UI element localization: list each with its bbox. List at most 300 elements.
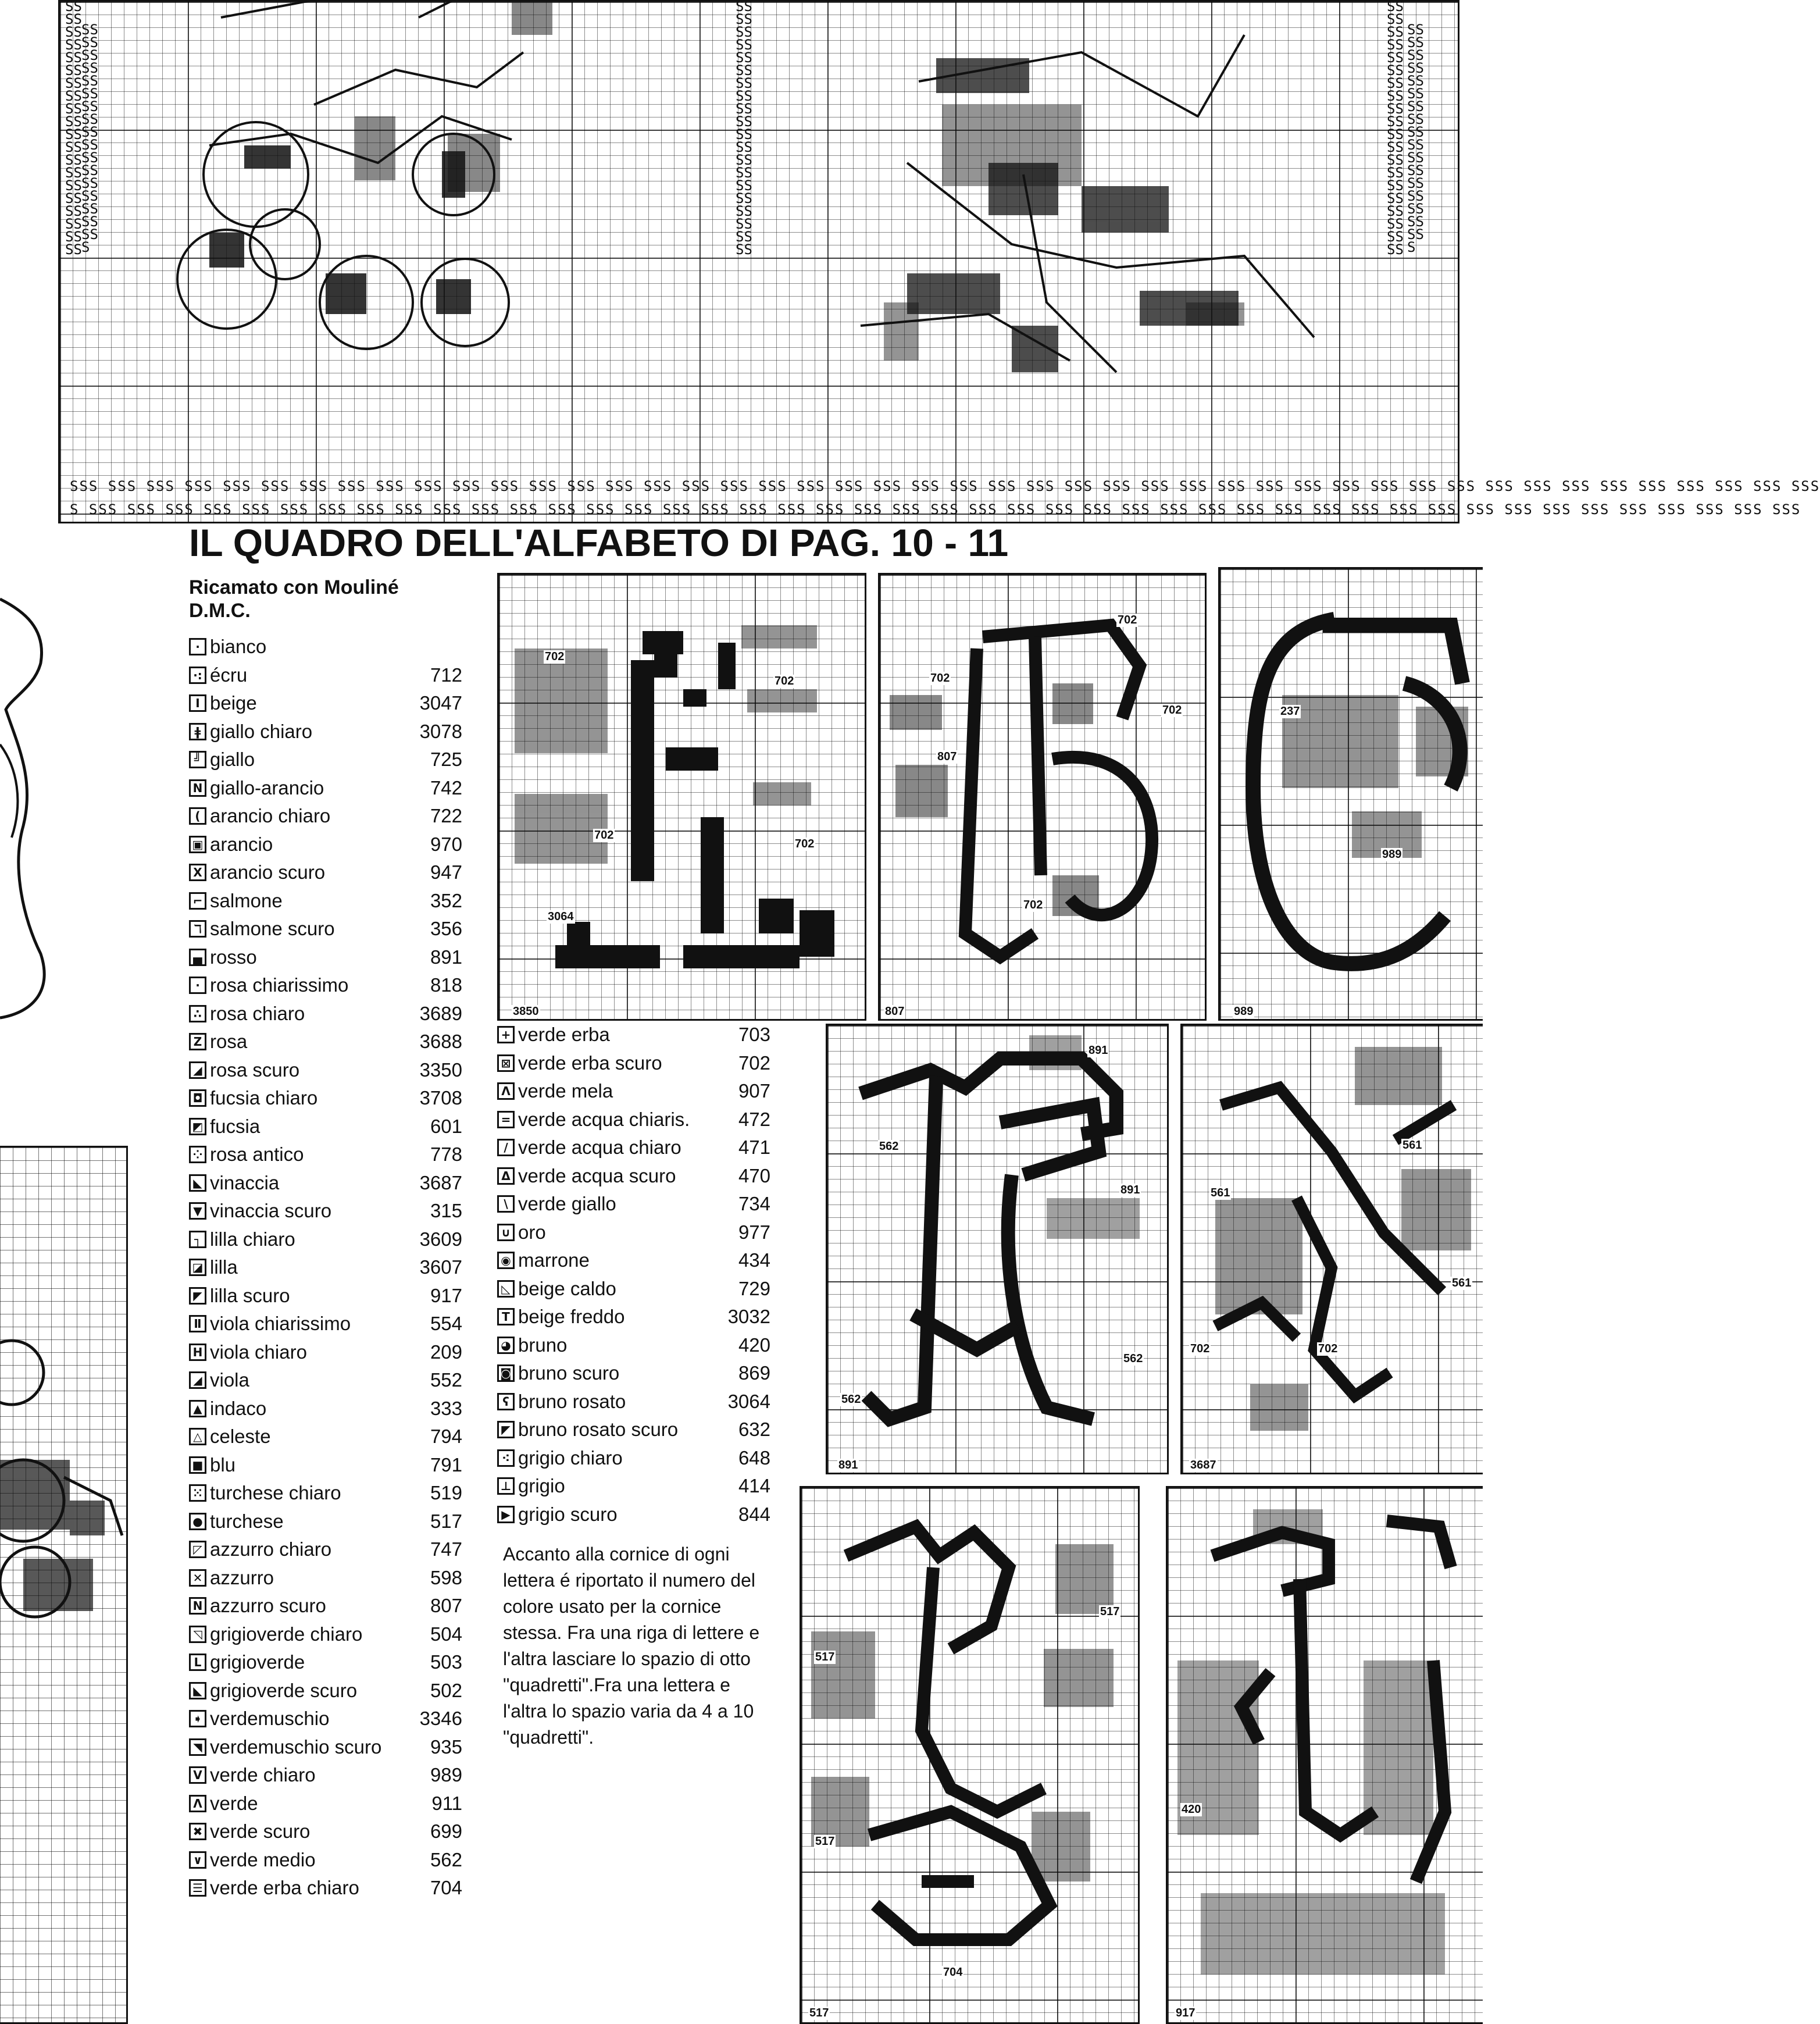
legend-color-code: 844 <box>738 1503 770 1525</box>
legend-color-name: verde medio <box>210 1848 316 1870</box>
legend-color-code: 519 <box>430 1482 462 1504</box>
chart-a-tag-2: 702 <box>775 675 794 687</box>
legend-symbol-icon: Δ <box>497 1167 515 1185</box>
legend-color-name: viola <box>210 1369 249 1391</box>
letter-chart-g-motif <box>1166 1486 1483 2024</box>
legend-color-name: grigio <box>518 1475 565 1497</box>
legend-color-code: 434 <box>738 1249 770 1271</box>
legend-symbol-icon: L <box>189 1654 206 1671</box>
legend-color-name: bianco <box>210 636 267 658</box>
legend-symbol-icon: I <box>189 694 206 712</box>
legend-color-name: azzurro <box>210 1566 274 1588</box>
legend-color-code: 869 <box>738 1362 770 1384</box>
legend-row <box>189 1084 462 1113</box>
legend-color-name: bruno rosato <box>518 1390 626 1412</box>
legend-symbol-icon: ▶ <box>497 1506 515 1523</box>
legend-color-code: 648 <box>738 1446 770 1469</box>
legend-color-name: grigio scuro <box>518 1503 618 1525</box>
legend-row <box>497 1190 770 1218</box>
legend-color-code: 552 <box>430 1369 462 1391</box>
legend-row <box>189 831 462 859</box>
legend-symbol-icon: ◉ <box>497 1252 515 1269</box>
legend-symbol-icon: ⊠ <box>497 1054 515 1072</box>
legend-symbol-icon: ℸ <box>189 920 206 938</box>
chart-c-tag-2: 989 <box>1382 848 1402 861</box>
instruction-note: Accanto alla cornice di ogni lettera é riportato il numero del colore usato per la cornice stessa. Fra una riga di lettere e l'altra lasciare lo spazio di otto "quadretti".Fra una lettera e l'altra lo spazio varia da 4 a 10 "quadretti". <box>503 1544 760 1748</box>
legend-row <box>189 1648 462 1677</box>
chart-d-tag-3: 562 <box>879 1140 899 1153</box>
legend-symbol-icon: Λ <box>189 1795 206 1812</box>
legend-color-code: 601 <box>430 1115 462 1137</box>
legend-color-code: 977 <box>738 1221 770 1243</box>
legend-color-name: verde chiaro <box>210 1764 316 1786</box>
letter-chart-f-motif <box>800 1486 1140 2024</box>
legend-symbol-icon: ☰ <box>189 1879 206 1897</box>
legend-color-name: giallo-arancio <box>210 776 324 799</box>
legend-color-name: rosso <box>210 946 257 968</box>
legend-symbol-icon: X <box>189 864 206 881</box>
chart-f-tag-5: 517 <box>809 2007 829 2019</box>
border-s-right-2: SSSSSSSSSSSSSSSSSSSSSSSSSSSSSSSSSSS <box>1407 22 1424 255</box>
legend-row <box>189 943 462 972</box>
legend-color-code: 699 <box>430 1820 462 1843</box>
legend-color-name: lilla chiaro <box>210 1228 295 1250</box>
legend-symbol-icon: ⊥ <box>497 1477 515 1495</box>
legend-color-code: 3350 <box>419 1059 462 1081</box>
legend-color-name: verde acqua chiaro <box>518 1136 681 1159</box>
legend-color-code: 712 <box>430 664 462 686</box>
legend-row <box>497 1246 770 1275</box>
legend-row <box>189 915 462 943</box>
legend-color-code: 818 <box>430 974 462 996</box>
legend-row <box>497 1359 770 1388</box>
legend-symbol-icon: ┐ <box>189 1231 206 1248</box>
legend-symbol-icon: V <box>189 1766 206 1784</box>
border-s-left-2: SSSSSSSSSSSSSSSSSSSSSSSSSSSSSSSSSSS <box>81 22 98 255</box>
legend-color-name: rosa scuro <box>210 1059 300 1081</box>
chart-f-tag-1: 517 <box>1100 1605 1120 1618</box>
legend-color-code: 502 <box>430 1679 462 1701</box>
legend-color-code: 562 <box>430 1848 462 1870</box>
legend-color-name: viola chiaro <box>210 1341 307 1363</box>
legend-color-name: verde acqua chiaris. <box>518 1108 690 1130</box>
legend-color-code: 794 <box>430 1426 462 1448</box>
legend-color-code: 3708 <box>419 1087 462 1109</box>
top-flower-motif-left <box>174 0 727 419</box>
legend-row <box>189 1056 462 1085</box>
legend-row <box>189 1395 462 1423</box>
legend-color-name: grigioverde scuro <box>210 1679 358 1701</box>
letter-chart-e-motif <box>1180 1024 1483 1474</box>
legend-color-code: 598 <box>430 1566 462 1588</box>
legend-symbol-icon: ◙ <box>497 1364 515 1382</box>
legend-symbol-icon: ◹ <box>189 1626 206 1643</box>
chart-f-tag-2: 517 <box>815 1651 835 1663</box>
top-flower-motif-right <box>837 0 1361 419</box>
chart-c-tag-3: 989 <box>1234 1005 1254 1018</box>
legend-symbol-icon: ʕ <box>497 1393 515 1410</box>
legend-symbol-icon: ◣ <box>189 1682 206 1699</box>
legend-color-name: beige caldo <box>518 1277 616 1299</box>
legend-row <box>497 1444 770 1473</box>
legend-row <box>189 1253 462 1282</box>
legend-color-name: grigio chiaro <box>518 1446 623 1469</box>
legend-symbol-icon: ⁖ <box>497 1449 515 1467</box>
legend-row <box>189 1338 462 1367</box>
legend-symbol-icon: = <box>497 1111 515 1128</box>
legend-symbol-icon: ⌐ <box>189 892 206 910</box>
legend-row <box>189 1846 462 1875</box>
page-title: IL QUADRO DELL'ALFABETO DI PAG. 10 - 11 <box>189 521 1009 564</box>
chart-a-tag-1: 702 <box>545 650 565 663</box>
legend-color-name: verde acqua scuro <box>518 1164 676 1186</box>
legend-color-code: 554 <box>430 1313 462 1335</box>
legend-color-name: bruno <box>518 1334 568 1356</box>
legend-row <box>189 1620 462 1649</box>
legend-color-name: fucsia chiaro <box>210 1087 318 1109</box>
legend-symbol-icon: / <box>497 1139 515 1156</box>
chart-b-tag-6: 807 <box>885 1005 905 1018</box>
chart-d-tag-2: 891 <box>1120 1184 1140 1196</box>
chart-b-tag-5: 702 <box>1023 899 1043 911</box>
legend-color-code: 917 <box>430 1284 462 1306</box>
legend-symbol-icon: ∨ <box>189 1851 206 1869</box>
legend-color-code: 807 <box>430 1595 462 1617</box>
legend-color-code: 3346 <box>419 1708 462 1730</box>
legend-row <box>189 1818 462 1846</box>
border-s-bottom-2: S SSS SSS SSS SSS SSS SSS SSS SSS SSS SSS SSS SSS SSS SSS SSS SSS SSS SSS SSS SSS SSS SSS SSS SSS SSS SSS SSS SSS SSS SSS SSS SSS SSS SSS SSS SSS SSS SSS SSS SSS SSS SSS SSS SSS SSS <box>70 501 1801 518</box>
legend-symbol-icon: ◤ <box>497 1421 515 1438</box>
legend-color-name: grigioverde <box>210 1651 305 1673</box>
legend-color-name: verde erba scuro <box>518 1052 662 1074</box>
legend-color-name: beige <box>210 692 257 714</box>
legend-row <box>497 1416 770 1444</box>
legend-color-code: 935 <box>430 1736 462 1758</box>
legend-symbol-icon: ⁙ <box>189 1484 206 1502</box>
legend-color-code: 891 <box>430 946 462 968</box>
legend-color-name: vinaccia scuro <box>210 1200 332 1222</box>
legend-color-code: 356 <box>430 918 462 940</box>
legend-symbol-icon: ▄ <box>189 949 206 966</box>
legend-row <box>189 887 462 915</box>
chart-e-tag-6: 3687 <box>1190 1459 1216 1471</box>
legend-symbol-icon: ■ <box>189 1456 206 1474</box>
legend-color-name: verde scuro <box>210 1820 311 1843</box>
chart-f-tag-4: 704 <box>943 1966 963 1979</box>
legend-color-name: lilla scuro <box>210 1284 290 1306</box>
legend-color-name: turchese chiaro <box>210 1482 341 1504</box>
chart-a-tag-5: 3064 <box>548 910 574 923</box>
legend-symbol-icon: ✕ <box>189 1569 206 1587</box>
legend-symbol-icon: ▼ <box>189 1202 206 1220</box>
legend-color-name: giallo <box>210 749 255 771</box>
legend-row <box>189 661 462 690</box>
legend-symbol-icon: ◢ <box>189 1371 206 1389</box>
legend-color-code: 704 <box>430 1877 462 1899</box>
legend-symbol-icon: ◣ <box>189 1174 206 1192</box>
border-s-left: SSSSSSSSSSSSSSSSSSSSSSSSSSSSSSSSSSSSSSSS <box>65 0 82 258</box>
legend-row <box>189 971 462 1000</box>
legend-row <box>189 858 462 887</box>
legend-symbol-icon: ( <box>189 807 206 825</box>
legend-symbol-icon: H <box>189 1344 206 1361</box>
legend-symbol-icon: ◤ <box>189 1287 206 1305</box>
left-motif-circles <box>0 1326 128 1687</box>
legend-symbol-icon: · <box>189 977 206 994</box>
legend-color-code: 747 <box>430 1538 462 1560</box>
legend-color-name: giallo chiaro <box>210 720 313 742</box>
legend-symbol-icon: ◺ <box>497 1280 515 1298</box>
legend-color-code: 209 <box>430 1341 462 1363</box>
legend-row <box>189 802 462 831</box>
legend-row <box>497 1077 770 1106</box>
legend-color-code: 702 <box>738 1052 770 1074</box>
legend-row <box>189 1225 462 1254</box>
legend-symbol-icon: · <box>189 638 206 655</box>
legend-row <box>189 1000 462 1028</box>
legend-color-name: verde erba <box>518 1024 610 1046</box>
legend-row <box>189 633 462 661</box>
legend-symbol-icon: ◕ <box>497 1337 515 1354</box>
legend-color-code: 791 <box>430 1453 462 1476</box>
legend-row <box>497 1388 770 1416</box>
legend-row <box>189 1169 462 1198</box>
chart-e-tag-5: 702 <box>1318 1342 1338 1355</box>
legend-color-name: vinaccia <box>210 1171 280 1193</box>
legend-row <box>189 1874 462 1902</box>
legend-row <box>189 1113 462 1141</box>
color-legend-left <box>189 633 462 1902</box>
letter-chart-a-motif <box>497 573 866 1021</box>
legend-row <box>189 1733 462 1762</box>
legend-color-name: verde giallo <box>518 1193 616 1215</box>
legend-symbol-icon: ➧ <box>189 1710 206 1727</box>
legend-color-name: rosa <box>210 1031 248 1053</box>
legend-symbol-icon: N <box>189 779 206 797</box>
chart-e-tag-1: 561 <box>1403 1139 1422 1152</box>
legend-color-name: marrone <box>518 1249 590 1271</box>
legend-color-name: arancio <box>210 833 273 855</box>
legend-symbol-icon: ∴ <box>189 1005 206 1022</box>
legend-color-name: rosa chiarissimo <box>210 974 349 996</box>
legend-color-name: verdemuschio <box>210 1708 330 1730</box>
border-s-mid: SSSSSSSSSSSSSSSSSSSSSSSSSSSSSSSSSSSSSSSS <box>736 0 752 258</box>
legend-color-code: 420 <box>738 1334 770 1356</box>
legend-row <box>189 1677 462 1705</box>
legend-color-code: 778 <box>430 1143 462 1166</box>
border-s-right: SSSSSSSSSSSSSSSSSSSSSSSSSSSSSSSSSSSSSSSS <box>1387 0 1404 258</box>
subtitle-line-1: Ricamato con Mouliné <box>189 576 399 598</box>
legend-row <box>497 1501 770 1529</box>
legend-symbol-icon: Ⅱ <box>189 1315 206 1332</box>
legend-symbol-icon: ǂ <box>189 723 206 740</box>
legend-row <box>189 1310 462 1338</box>
legend-color-code: 3688 <box>419 1031 462 1053</box>
legend-row <box>497 1472 770 1501</box>
legend-row <box>189 1705 462 1733</box>
legend-color-code: 3687 <box>419 1171 462 1193</box>
legend-row <box>189 1028 462 1056</box>
legend-row <box>189 774 462 803</box>
legend-color-code: 3607 <box>419 1256 462 1278</box>
legend-row <box>189 1479 462 1508</box>
chart-b-tag-2: 702 <box>930 672 950 685</box>
legend-color-code: 947 <box>430 861 462 883</box>
letter-chart-b-motif <box>878 573 1207 1021</box>
legend-row <box>189 1451 462 1480</box>
legend-color-code: 725 <box>430 749 462 771</box>
legend-symbol-icon: ⁘ <box>189 1146 206 1163</box>
legend-symbol-icon: ◩ <box>189 1118 206 1135</box>
legend-color-code: 517 <box>430 1510 462 1532</box>
legend-color-name: grigioverde chiaro <box>210 1623 363 1645</box>
legend-symbol-icon: ·: <box>189 667 206 684</box>
legend-symbol-icon: ╝ <box>189 751 206 768</box>
legend-symbol-icon: \ <box>497 1195 515 1213</box>
legend-symbol-icon: ▣ <box>189 836 206 853</box>
legend-row <box>497 1303 770 1331</box>
legend-row <box>189 689 462 718</box>
legend-color-name: beige freddo <box>518 1306 625 1328</box>
legend-row <box>189 1423 462 1451</box>
legend-color-name: azzurro scuro <box>210 1595 326 1617</box>
letter-chart-c-motif <box>1218 567 1483 1021</box>
legend-row <box>189 1790 462 1818</box>
legend-color-code: 989 <box>430 1764 462 1786</box>
legend-color-name: indaco <box>210 1397 267 1419</box>
chart-a-tag-3: 702 <box>594 829 614 842</box>
legend-row <box>497 1218 770 1247</box>
legend-symbol-icon: ◪ <box>189 1259 206 1276</box>
legend-row <box>189 1141 462 1169</box>
legend-color-code: 414 <box>738 1475 770 1497</box>
chart-d-tag-5: 562 <box>1123 1352 1143 1365</box>
left-decorative-curve <box>0 593 64 1024</box>
legend-symbol-icon: + <box>497 1026 515 1043</box>
legend-symbol-icon: ◥ <box>189 1738 206 1756</box>
legend-symbol-icon: N <box>189 1597 206 1615</box>
legend-color-name: azzurro chiaro <box>210 1538 332 1560</box>
legend-row <box>189 1282 462 1310</box>
legend-row <box>497 1275 770 1303</box>
legend-symbol-icon: ◸ <box>189 1541 206 1558</box>
legend-symbol-icon: ◢ <box>189 1061 206 1079</box>
legend-color-name: bruno rosato scuro <box>518 1419 679 1441</box>
legend-row <box>189 1508 462 1536</box>
legend-color-name: verdemuschio scuro <box>210 1736 382 1758</box>
legend-row <box>497 1134 770 1162</box>
legend-color-code: 3609 <box>419 1228 462 1250</box>
chart-b-tag-4: 807 <box>937 750 957 763</box>
legend-color-code: 3064 <box>727 1390 770 1412</box>
legend-color-code: 503 <box>430 1651 462 1673</box>
legend-color-code: 907 <box>738 1080 770 1102</box>
legend-row <box>189 1592 462 1620</box>
legend-color-code: 3078 <box>419 720 462 742</box>
legend-color-name: arancio scuro <box>210 861 326 883</box>
legend-color-code: 729 <box>738 1277 770 1299</box>
legend-symbol-icon: △ <box>189 1428 206 1445</box>
legend-row <box>189 1366 462 1395</box>
chart-e-tag-4: 702 <box>1190 1342 1210 1355</box>
legend-color-name: turchese <box>210 1510 284 1532</box>
legend-color-code: 703 <box>738 1024 770 1046</box>
legend-color-code: 471 <box>738 1136 770 1159</box>
legend-color-code: 352 <box>430 889 462 911</box>
letter-chart-d-motif <box>826 1024 1169 1474</box>
legend-row <box>497 1049 770 1078</box>
legend-row <box>497 1106 770 1134</box>
legend-color-code: 734 <box>738 1193 770 1215</box>
legend-row <box>189 1761 462 1790</box>
chart-b-tag-3: 702 <box>1162 704 1182 717</box>
legend-color-name: rosa chiaro <box>210 1002 305 1024</box>
legend-symbol-icon: Λ <box>497 1082 515 1100</box>
legend-symbol-icon: ▲ <box>189 1400 206 1417</box>
legend-row <box>497 1162 770 1191</box>
legend-color-name: salmone <box>210 889 283 911</box>
legend-color-name: verde <box>210 1792 258 1814</box>
chart-e-tag-2: 561 <box>1211 1186 1230 1199</box>
legend-color-code: 472 <box>738 1108 770 1130</box>
legend-color-code: 742 <box>430 776 462 799</box>
legend-color-code: 3032 <box>727 1306 770 1328</box>
chart-d-tag-1: 891 <box>1089 1044 1108 1057</box>
legend-color-name: rosa antico <box>210 1143 304 1166</box>
legend-color-code: 3047 <box>419 692 462 714</box>
legend-symbol-icon: T <box>497 1308 515 1325</box>
legend-symbol-icon: ∪ <box>497 1224 515 1241</box>
legend-color-name: viola chiarissimo <box>210 1313 351 1335</box>
chart-b-tag-1: 702 <box>1118 614 1137 626</box>
legend-row <box>497 1021 770 1049</box>
legend-color-code: 970 <box>430 833 462 855</box>
legend-color-name: verde erba chiaro <box>210 1877 359 1899</box>
legend-color-name: blu <box>210 1453 236 1476</box>
legend-color-code: 722 <box>430 805 462 827</box>
border-s-bottom-1: SSS SSS SSS SSS SSS SSS SSS SSS SSS SSS SSS SSS SSS SSS SSS SSS SSS SSS SSS SSS SSS SSS SSS SSS SSS SSS SSS SSS SSS SSS SSS SSS SSS SSS SSS SSS SSS SSS SSS SSS SSS SSS SSS SSS SSS SSS <box>70 478 1820 494</box>
legend-color-name: celeste <box>210 1426 271 1448</box>
legend-color-name: verde mela <box>518 1080 613 1102</box>
legend-row <box>497 1331 770 1360</box>
legend-color-code: 3689 <box>419 1002 462 1024</box>
legend-subtitle <box>189 576 399 622</box>
legend-color-name: lilla <box>210 1256 238 1278</box>
legend-row <box>189 718 462 746</box>
legend-symbol-icon: ✖ <box>189 1823 206 1840</box>
legend-color-code: 504 <box>430 1623 462 1645</box>
legend-row <box>189 1535 462 1564</box>
legend-color-code: 470 <box>738 1164 770 1186</box>
legend-color-name: fucsia <box>210 1115 260 1137</box>
legend-color-name: arancio chiaro <box>210 805 331 827</box>
legend-row <box>189 1197 462 1225</box>
legend-color-code: 911 <box>431 1792 462 1814</box>
chart-d-tag-6: 891 <box>838 1459 858 1471</box>
chart-d-tag-4: 562 <box>841 1393 861 1406</box>
color-legend-right <box>497 1021 770 1528</box>
legend-symbol-icon: ● <box>189 1513 206 1530</box>
chart-a-tag-4: 702 <box>795 838 815 850</box>
legend-row <box>189 746 462 774</box>
subtitle-line-2: D.M.C. <box>189 600 251 622</box>
legend-color-name: salmone scuro <box>210 918 335 940</box>
legend-color-code: 632 <box>738 1419 770 1441</box>
legend-color-code: 315 <box>430 1200 462 1222</box>
legend-color-code: 333 <box>430 1397 462 1419</box>
legend-color-name: oro <box>518 1221 546 1243</box>
chart-a-tag-6: 3850 <box>513 1005 539 1018</box>
